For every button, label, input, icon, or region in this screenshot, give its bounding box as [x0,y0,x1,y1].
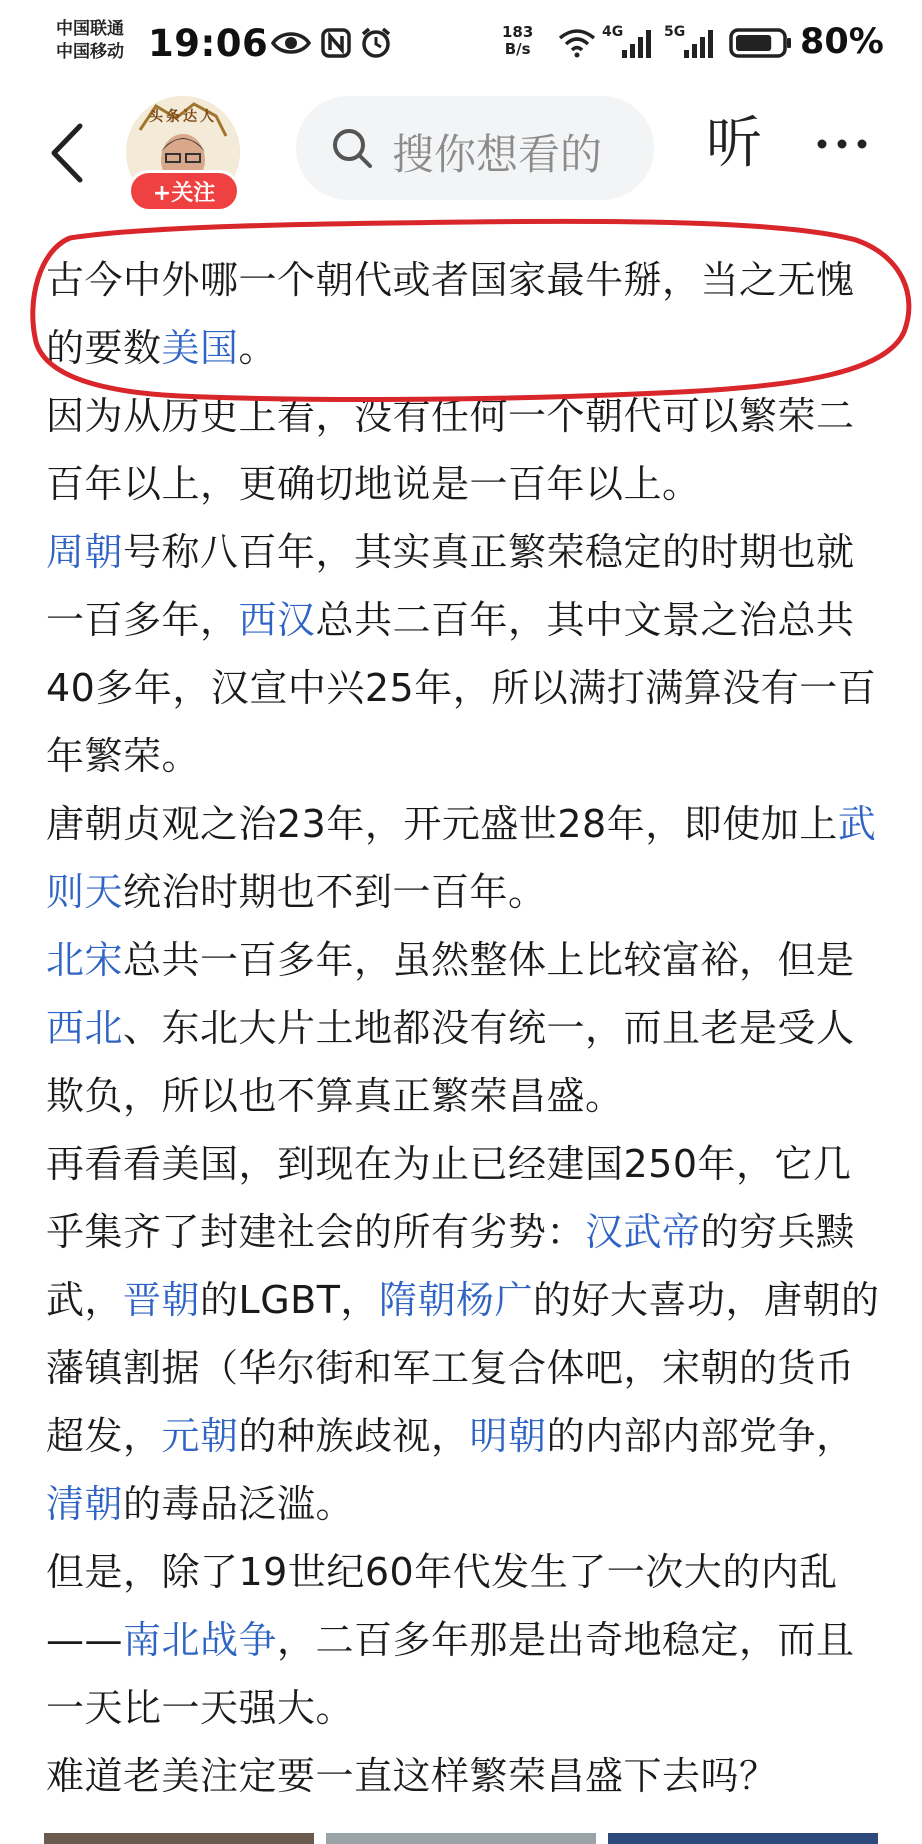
paragraph-7 [46,1538,886,1742]
article-text: 、东北大片土地都没有统一，而且老是受人欺负，所以也不算真正繁荣昌盛。 [46,1006,855,1118]
nfc-icon [318,26,354,60]
network-speed [502,24,533,58]
article-link[interactable]: 周朝 [46,530,124,574]
article-text: 但是，除了19世纪60年代发生了一次大的内乱—— [46,1550,838,1662]
paragraph-8 [46,1742,886,1810]
author-avatar-group [124,96,244,214]
search-input[interactable] [296,96,654,200]
more-options-button[interactable] [812,122,872,166]
chevron-left-icon [42,118,92,188]
article-text: 难道老美注定要一直这样繁荣昌盛下去吗？ [46,1754,778,1798]
article-header [0,88,922,218]
clock: 19:06 [148,22,269,65]
article-text: 。 [238,326,278,370]
signal-5g-label: 5G [664,24,686,40]
article-link[interactable]: 西北 [46,1006,124,1050]
signal-4g-icon [602,26,654,60]
article-text: 总共一百多年，虽然整体上比较富裕，但是 [123,938,855,982]
battery-fill [736,35,771,51]
follow-button[interactable]: +关注 [128,170,240,212]
search-placeholder: 搜你想看的 [392,130,603,179]
article-link[interactable]: 美国 [161,326,239,370]
carrier-1: 中国联通 [56,19,124,39]
article-text: ，二百多年那是出奇地稳定，而且一天比一天强大。 [46,1618,855,1730]
article-link[interactable]: 汉武帝 [585,1210,701,1254]
paragraph-6 [46,1130,886,1538]
signal-4g-label: 4G [602,24,624,40]
alarm-icon [356,26,396,60]
battery-percent: 80% [800,22,884,62]
network-speed-value: 183 [502,23,534,41]
article-link[interactable]: 清朝 [46,1482,124,1526]
carrier-2: 中国移动 [56,42,124,62]
article-link[interactable]: 晋朝 [123,1278,201,1322]
article-text: 的种族歧视， [238,1414,470,1458]
article-text: 古今中外哪一个朝代或者国家最牛掰，当之无愧的要数 [46,258,855,370]
paragraph-2 [46,382,886,518]
image-strip-partial[interactable] [44,1833,878,1844]
article-text: 因为从历史上看，没有任何一个朝代可以繁荣二百年以上，更确切地说是一百年以上。 [46,394,855,506]
article-text: 唐朝贞观之治23年，开元盛世28年，即使加上 [46,802,838,846]
article-text: 的LGBT， [200,1278,379,1322]
article-text: 的好大喜功，唐朝的藩镇割据（华尔街和军工复合体吧，宋朝的货币超发， [46,1278,880,1458]
paragraph-3 [46,518,886,790]
avatar-badge-text: 头条达人 [149,109,217,125]
article-link[interactable]: 北宋 [46,938,124,982]
article-body [46,246,886,1810]
article-text: 再看看美国，到现在为止已经建国250年，它几乎集齐了封建社会的所有劣势： [46,1142,852,1254]
article-text: 的毒品泛滥。 [123,1482,355,1526]
article-link[interactable]: 西汉 [238,598,316,642]
back-button[interactable] [42,118,92,188]
status-bar [0,0,922,88]
paragraph-5 [46,926,886,1130]
article-text: 总共二百年，其中文景之治总共40多年，汉宣中兴25年，所以满打满算没有一百年繁荣。 [46,598,877,778]
article-text: 统治时期也不到一百年。 [123,870,547,914]
article-text: 号称八百年，其实真正繁荣稳定的时期也就一百多年， [46,530,855,642]
paragraph-1 [46,246,886,382]
article-link[interactable]: 南北战争 [123,1618,278,1662]
signal-5g-icon [664,26,716,60]
listen-button[interactable]: 听 [706,111,762,176]
article-link[interactable]: 明朝 [469,1414,547,1458]
article-link[interactable]: 隋朝杨广 [378,1278,533,1322]
article-link[interactable]: 元朝 [161,1414,239,1458]
paragraph-4 [46,790,886,926]
article-text: 的穷兵黩武， [46,1210,855,1322]
eye-icon [268,26,314,60]
carrier-names [56,18,124,64]
more-dots-icon [812,122,872,166]
wifi-icon [556,26,598,60]
search-icon [330,126,374,170]
battery-icon [728,26,794,60]
article-link[interactable]: 武则天 [46,802,877,914]
article-text: 的内部内部党争， [546,1414,855,1458]
network-speed-unit: B/s [504,40,531,58]
